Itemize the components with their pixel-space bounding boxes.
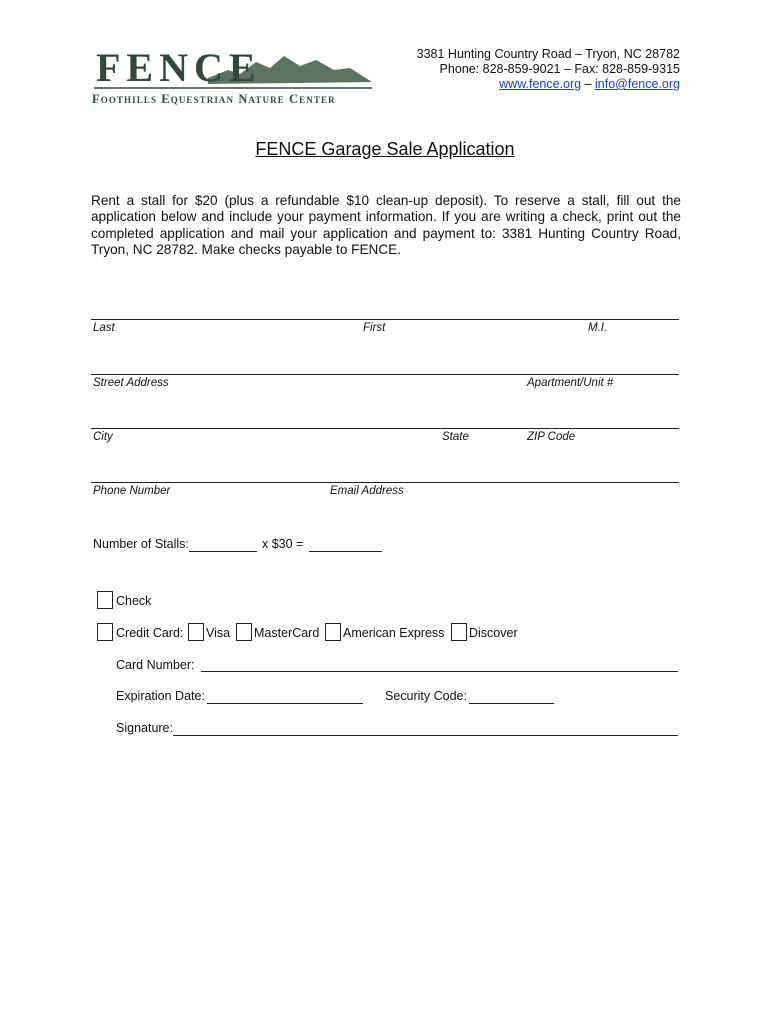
- security-code-input[interactable]: [469, 703, 554, 704]
- city-label: City: [93, 431, 113, 443]
- logo-wordmark: FENCE: [96, 45, 262, 90]
- intro-paragraph: Rent a stall for $20 (plus a refundable $10 clean-up deposit). To reserve a stall, fill out the application below and include your payment information. If you are writing a check, print out the completed application and mail your application and payment to: 3381 Hunting Country Road, Tryon, NC 28782. Make checks payable to FENCE.: [91, 193, 681, 257]
- amex-label: American Express: [343, 626, 445, 640]
- card-number-label: Card Number:: [116, 658, 195, 672]
- apartment-label: Apartment/Unit #: [527, 377, 614, 389]
- website-link[interactable]: www.fence.org: [499, 77, 582, 91]
- credit-card-label: Credit Card:: [116, 626, 184, 640]
- zip-label: ZIP Code: [527, 431, 576, 443]
- discover-label: Discover: [469, 626, 518, 640]
- city-line[interactable]: [91, 428, 679, 429]
- contact-phone-fax: Phone: 828-859-9021 – Fax: 828-859-9315: [439, 62, 680, 76]
- security-code-label: Security Code:: [385, 689, 467, 703]
- fence-logo: [88, 44, 378, 114]
- street-address-label: Street Address: [93, 377, 169, 389]
- logo-tagline: Foothills Equestrian Nature Center: [92, 92, 336, 106]
- name-line[interactable]: [91, 319, 679, 320]
- contact-links: [417, 77, 680, 92]
- mastercard-label: MasterCard: [254, 626, 320, 640]
- state-label: State: [442, 431, 469, 443]
- stalls-total-input[interactable]: [309, 551, 382, 552]
- link-separator: –: [581, 77, 596, 91]
- stalls-multiplier: x $30 =: [262, 537, 304, 551]
- credit-card-checkbox[interactable]: [97, 623, 113, 641]
- stalls-input[interactable]: [189, 551, 257, 552]
- check-checkbox[interactable]: [97, 591, 113, 609]
- expiration-label: Expiration Date:: [116, 689, 205, 703]
- email-label: Email Address: [330, 485, 404, 497]
- phone-label: Phone Number: [93, 485, 171, 497]
- mastercard-checkbox[interactable]: [236, 623, 252, 641]
- last-name-label: Last: [93, 322, 115, 334]
- email-link[interactable]: info@fence.org: [595, 77, 680, 91]
- contact-block: [417, 47, 680, 92]
- visa-checkbox[interactable]: [188, 623, 204, 641]
- discover-checkbox[interactable]: [451, 623, 467, 641]
- card-number-input[interactable]: [201, 671, 678, 672]
- visa-label: Visa: [206, 626, 231, 640]
- expiration-input[interactable]: [207, 703, 363, 704]
- signature-label: Signature:: [116, 721, 173, 735]
- first-name-label: First: [363, 322, 386, 334]
- amex-checkbox[interactable]: [325, 623, 341, 641]
- stalls-label: Number of Stalls:: [93, 537, 189, 551]
- check-label: Check: [116, 594, 152, 608]
- page-title: FENCE Garage Sale Application: [255, 139, 515, 159]
- middle-initial-label: M.I.: [588, 322, 608, 334]
- contact-address: 3381 Hunting Country Road – Tryon, NC 28782: [416, 47, 680, 61]
- signature-input[interactable]: [173, 735, 678, 736]
- address-line[interactable]: [91, 374, 679, 375]
- phone-line[interactable]: [91, 482, 679, 483]
